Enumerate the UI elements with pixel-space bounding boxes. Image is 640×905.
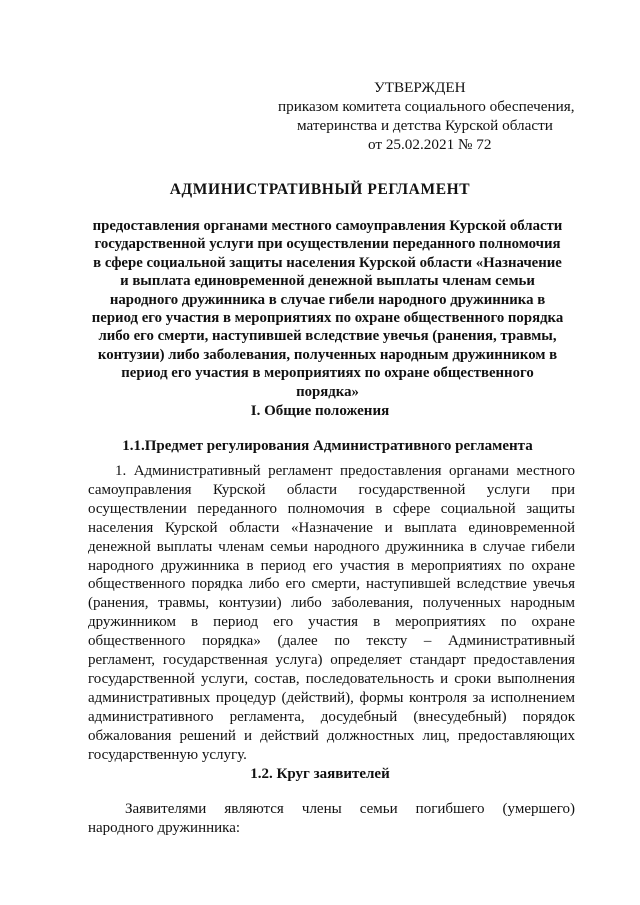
subtitle-line: предоставления органами местного самоуправления Курской области — [92, 218, 563, 234]
paragraph-line: административных процедур (действий), формы контроля за исполнением — [88, 689, 575, 706]
subtitle-line: либо его смерти, наступившей вследствие увечья (ранения, травмы, — [98, 328, 557, 345]
paragraph-line: государственной услуги, состав, последовательность и сроки выполнения — [88, 670, 575, 687]
paragraph-line: дружинником в период его участия в мероприятиях по охране — [88, 614, 575, 631]
subtitle-line: и выплата единовременной денежной выплаты членам семьи — [120, 273, 535, 290]
paragraph-line: административного регламента, досудебный (внесудебный) порядок — [88, 708, 575, 725]
paragraph-line: 1. Административный регламент предоставления органами местного — [115, 463, 575, 479]
subtitle-line: государственной услуги при осуществлении переданного полномочия — [94, 236, 561, 253]
paragraph-line: народного дружинника в период его участия в мероприятиях по охране — [88, 557, 575, 574]
paragraph-line: населения Курской области «Назначение и выплата единовременной — [88, 519, 575, 536]
subtitle-line: порядка» — [296, 383, 359, 400]
paragraph-2 — [88, 800, 575, 838]
paragraph-line: осуществлении переданного полномочия в сфере социальной защиты — [88, 500, 575, 517]
document-subtitle — [80, 217, 575, 401]
paragraph-line: общественного порядка» (далее по тексту – Административный — [88, 633, 575, 650]
document-title: АДМИНИСТРАТИВНЫЙ РЕГЛАМЕНТ — [169, 181, 471, 198]
paragraph-line: общественного порядка либо его смерти, наступившей вследствие увечья — [88, 576, 575, 593]
subtitle-line: период его участия в мероприятиях по охране общественного порядка — [91, 310, 564, 327]
subtitle-line: период его участия в мероприятиях по охране общественного — [121, 365, 534, 382]
section-heading: I. Общие положения — [250, 403, 390, 419]
subsection-heading: 1.2. Круг заявителей — [250, 766, 390, 782]
subtitle-line: в сфере социальной защиты населения Курской области «Назначение — [93, 254, 562, 271]
paragraph-line: государственную услугу. — [88, 746, 247, 763]
approval-stamp — [270, 78, 590, 154]
paragraph-line: народного дружинника: — [88, 820, 241, 836]
paragraph-line: самоуправления Курской области государственной услуги при — [88, 481, 575, 498]
paragraph-1 — [88, 462, 575, 765]
paragraph-line: обжалования решений и действий должностных лиц, предоставляющих — [88, 727, 575, 744]
approval-date: от 25.02.2021 № 72 — [368, 136, 492, 153]
paragraph-line: (ранения, травмы, контузии) либо заболевания, полученных народным — [88, 595, 575, 612]
approval-line: приказом комитета социального обеспечения, — [278, 98, 575, 115]
subtitle-line: контузии) либо заболевания, полученных народным дружинником в — [97, 346, 558, 363]
subsection-heading: 1.1.Предмет регулирования Административного регламента — [122, 438, 533, 454]
subtitle-line: народного дружинника в случае гибели народного дружинника в — [109, 291, 546, 308]
approval-line: материнства и детства Курской области — [297, 117, 553, 134]
paragraph-line: регламент, государственная услуга) определяет стандарт предоставления — [88, 652, 575, 669]
paragraph-line: Заявителями являются члены семьи погибшего (умершего) — [125, 801, 575, 817]
paragraph-line: денежной выплаты членам семьи народного дружинника в случае гибели — [88, 538, 575, 555]
approval-heading: УТВЕРЖДЕН — [374, 79, 466, 96]
